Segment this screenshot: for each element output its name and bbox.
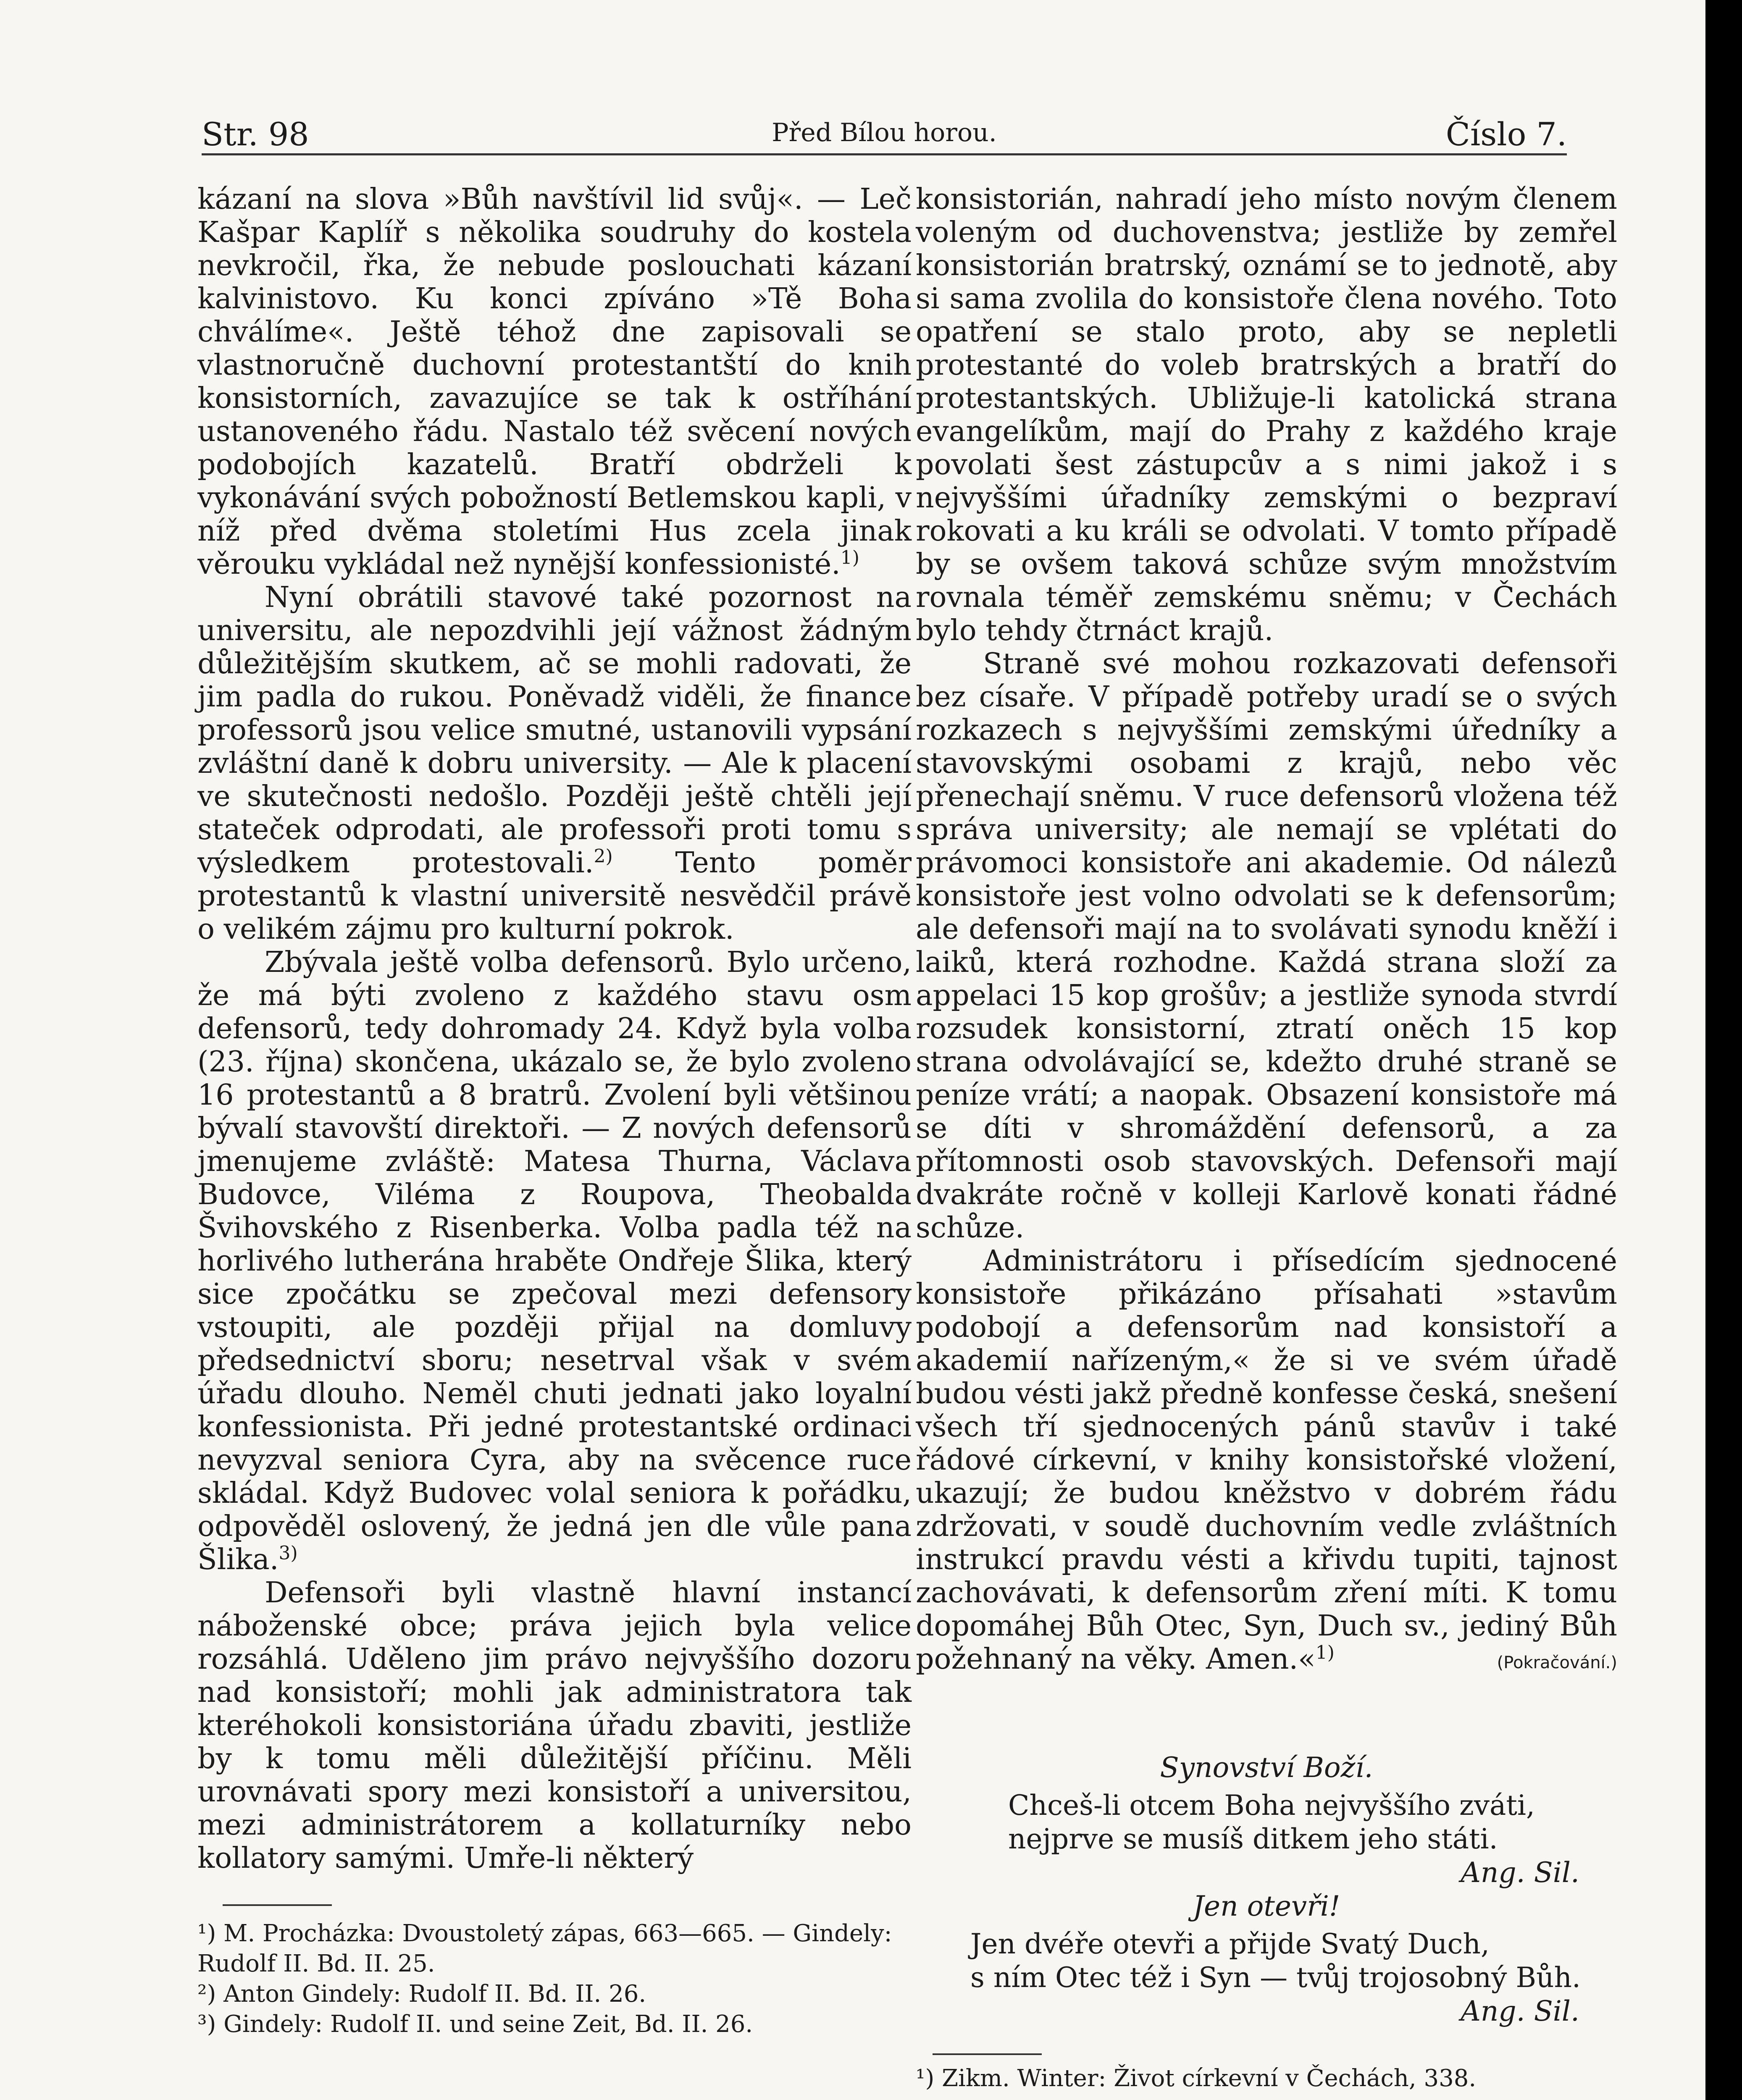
footnote-divider bbox=[223, 1904, 332, 1906]
paragraph: Zbývala ještě volba defensorů. Bylo určeno, že má býti zvoleno z každého stavu osm defensorů, tedy dohromady 24. Když byla volba (23. října) skončena, ukázalo se, že bylo zvoleno 16 protestantů a 8 bratrů. Zvolení byli většinou bývalí stavovští direktoři. — Z nových defensorů jmenujeme zvláště: Matesa Thurna, Václava Budovce, Viléma z Roupova, Theobalda Švihovského z Risenberka. Volba padla též na horlivého lutherána hraběte Ondřeje Šlika, který sice zpočátku se zpečoval mezi defensory vstoupiti, ale později přijal na domluvy předsednictví sboru; nesetrval však v svém úřadu dlouho. Neměl chuti jednati jako loyalní konfessionista. Při jedné protestantské ordinaci nevyzval seniora Cyra, aby na svěcence ruce skládal. Když Budovec volal seniora k pořádku, odpověděl oslovený, že jedná jen dle vůle pana Šlika.$^{3)}$ bbox=[197, 946, 912, 1576]
paragraph: Nyní obrátili stavové také pozornost na universitu, ale nepozdvihli její vážnost žádným důležitějším skutkem, ač se mohli radovati, že jim padla do rukou. Poněvadž viděli, že finance professorů jsou velice smutné, ustanovili vypsání zvláštní daně k dobru university. — Ale k placení ve skutečnosti nedošlo. Později ještě chtěli její stateček odprodati, ale professoři proti tomu s výsledkem protestovali.$^{2)}$ Tento poměr protestantů k vlastní universitě nesvědčil právě o velikém zájmu pro kulturní pokrok. bbox=[197, 581, 912, 946]
running-header bbox=[202, 107, 1567, 155]
footnote: ²) Anton Gindely: Rudolf II. Bd. II. 26. bbox=[197, 1980, 646, 2008]
footnote-divider bbox=[933, 2053, 1042, 2055]
footnote-mark: 1) bbox=[840, 547, 859, 569]
footnote: ¹) Zikm. Winter: Život církevní v Čechách, 338. bbox=[916, 2065, 1477, 2092]
paragraph: Straně své mohou rozkazovati defensoři bez císaře. V případě potřeby uradí se o svých rozkazech s nejvyššími zemskými úředníky a stavovskými osobami z krajů, nebo věc přenechají sněmu. V ruce defensorů vložena též správa university; ale nemají se vplétati do právomoci konsistoře ani akademie. Od nálezů konsistoře jest volno odvolati se k defensorům; ale defensoři mají na to svolávati synodu kněží i laiků, která rozhodne. Každá strana složí za appelaci 15 kop grošův; a jestliže synoda stvrdí rozsudek konsistorní, ztratí oněch 15 kop strana odvolávající se, kdežto druhé straně se peníze vrátí; a naopak. Obsazení konsistoře má se díti v shromáždění defensorů, a za přítomnosti osob stavovských. Defensoři mají dvakráte ročně v kolleji Karlově konati řádné schůze. bbox=[916, 647, 1617, 1244]
right-column bbox=[916, 183, 1617, 2094]
poem-attribution: Ang. Sil. bbox=[1461, 1995, 1579, 2027]
poem-line: Jen dvéře otevři a přijde Svatý Duch, bbox=[970, 1928, 1490, 1960]
publication-title: Před Bílou horou. bbox=[772, 118, 997, 147]
poem-title: Jen otevři! bbox=[1193, 1890, 1340, 1922]
paragraph: Defensoři byli vlastně hlavní instancí náboženské obce; práva jejich byla velice rozsáhlá. Uděleno jim právo nejvyššího dozoru nad konsistoří; mohli jak administratora tak kteréhokoli konsistoriána úřadu zbaviti, jestliže by k tomu měli důležitější příčinu. Měli urovnávati spory mezi konsistoří a universitou, mezi administrátorem a kollaturníky nebo kollatory samými. Umře-li některý bbox=[197, 1576, 912, 1875]
footnote-mark: 3) bbox=[279, 1542, 298, 1564]
left-column bbox=[197, 183, 912, 2040]
footnote: ¹) M. Procházka: Dvoustoletý zápas, 663—665. — Gindely: Rudolf II. Bd. II. 25. bbox=[197, 1920, 892, 1977]
paragraph: Administrátoru i přísedícím sjednocené konsistoře přikázáno přísahati »stavům podobojí a defensorům nad konsistoří a akademií nařízeným,« že si ve svém úřadě budou vésti jakž předně konfesse česká, snešení všech tří sjednocených pánů stavův i také řádové církevní, v knihy konsistořské vložení, ukazují; že budou kněžstvo v dobrém řádu zdržovati, v soudě duchovním vedle zvláštních instrukcí pravdu vésti a křivdu tupiti, tajnost zachovávati, k defensorům zření míti. K tomu dopomáhej Bůh Otec, Syn, Duch sv., jediný Bůh požehnaný na věky. Amen.«$^{1)}$ bbox=[916, 1244, 1617, 1676]
footnote-mark: 2) bbox=[594, 845, 613, 867]
poem-line: s ním Otec též i Syn — tvůj trojosobný Bůh. bbox=[970, 1961, 1581, 1994]
poem-line: Chceš-li otcem Boha nejvyššího zváti, bbox=[1008, 1789, 1535, 1822]
poem-attribution: Ang. Sil. bbox=[1461, 1856, 1579, 1889]
issue-number: Číslo 7. bbox=[1445, 116, 1567, 153]
continuation-note: (Pokračování.) bbox=[1497, 1653, 1617, 1672]
poem-line: nejprve se musíš ditkem jeho státi. bbox=[1008, 1823, 1498, 1855]
footnote-mark: 1) bbox=[1315, 1642, 1335, 1664]
paragraph: kázaní na slova »Bůh navštívil lid svůj«. — Leč Kašpar Kaplíř s několika soudruhy do kostela nevkročil, řka, že nebude poslouchati kázaní kalvinistovo. Ku konci zpíváno »Tě Boha chválíme«. Ještě téhož dne zapisovali se vlastnoručně duchovní protestantští do knih konsistorních, zavazujíce se tak k ostříhání ustanoveného řádu. Nastalo též svěcení nových podobojích kazatelů. Bratří obdrželi k vykonávání svých pobožností Betlemskou kapli, v níž před dvěma stoletími Hus zcela jinak věrouku vykládal než nynější konfessionisté.$^{1)}$ bbox=[197, 183, 912, 581]
page-number: Str. 98 bbox=[202, 116, 309, 153]
poem-title: Synovství Boží. bbox=[1160, 1751, 1373, 1784]
poem bbox=[916, 1751, 1617, 2028]
footnote: ³) Gindely: Rudolf II. und seine Zeit, Bd. II. 26. bbox=[197, 2011, 753, 2038]
paragraph: konsistorián, nahradí jeho místo novým členem voleným od duchovenstva; jestliže by zemřel konsistorián bratrský, oznámí se to jednotě, aby si sama zvolila do konsistoře člena nového. Toto opatření se stalo proto, aby se nepletli protestanté do voleb bratrských a bratří do protestantských. Ubližuje-li katolická strana evangelíkům, mají do Prahy z každého kraje povolati šest zástupcův a s nimi jakož i s nejvyššími úřadníky zemskými o bezpraví rokovati a ku králi se odvolati. V tomto případě by se ovšem taková schůze svým množstvím rovnala téměř zemskému sněmu; v Čechách bylo tehdy čtrnáct krajů. bbox=[916, 183, 1617, 647]
